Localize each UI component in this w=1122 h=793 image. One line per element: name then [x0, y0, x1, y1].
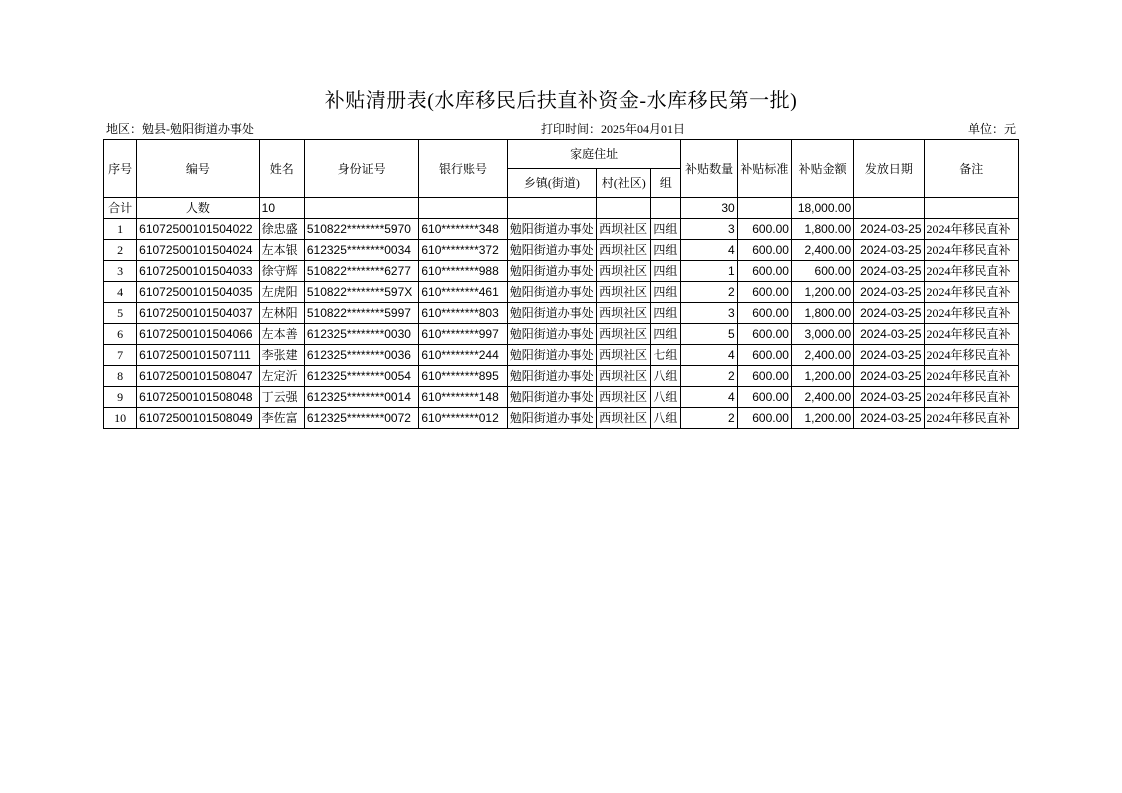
row-remarks: 2024年移民直补: [924, 219, 1018, 240]
row-name: 李张建: [259, 345, 304, 366]
row-name: 徐忠盛: [259, 219, 304, 240]
row-group: 四组: [651, 219, 681, 240]
row-remarks: 2024年移民直补: [924, 408, 1018, 429]
row-amount: 2,400.00: [791, 345, 853, 366]
row-issue-date: 2024-03-25: [854, 219, 924, 240]
table-row: [104, 240, 1019, 261]
row-seq: 1: [104, 219, 137, 240]
row-standard: 600.00: [737, 366, 791, 387]
row-standard: 600.00: [737, 219, 791, 240]
total-count: 10: [259, 198, 304, 219]
row-quantity: 3: [681, 303, 737, 324]
row-standard: 600.00: [737, 345, 791, 366]
row-code: 61072500101508048: [137, 387, 260, 408]
row-bank-account: 610********012: [419, 408, 507, 429]
row-township: 勉阳街道办事处: [507, 345, 596, 366]
row-bank-account: 610********803: [419, 303, 507, 324]
row-code: 61072500101504035: [137, 282, 260, 303]
row-seq: 10: [104, 408, 137, 429]
subsidy-table: [103, 139, 1019, 429]
row-remarks: 2024年移民直补: [924, 324, 1018, 345]
table-row: [104, 345, 1019, 366]
row-village: 西坝社区: [597, 345, 651, 366]
row-quantity: 5: [681, 324, 737, 345]
row-township: 勉阳街道办事处: [507, 219, 596, 240]
row-amount: 2,400.00: [791, 387, 853, 408]
row-code: 61072500101507111: [137, 345, 260, 366]
row-amount: 1,200.00: [791, 408, 853, 429]
row-township: 勉阳街道办事处: [507, 261, 596, 282]
header-address: 家庭住址: [507, 140, 681, 169]
row-name: 徐守辉: [259, 261, 304, 282]
row-remarks: 2024年移民直补: [924, 303, 1018, 324]
row-id-card: 612325********0072: [304, 408, 419, 429]
row-group: 八组: [651, 366, 681, 387]
row-name: 丁云强: [259, 387, 304, 408]
row-name: 左本银: [259, 240, 304, 261]
row-bank-account: 610********372: [419, 240, 507, 261]
row-village: 西坝社区: [597, 366, 651, 387]
row-group: 四组: [651, 324, 681, 345]
row-seq: 2: [104, 240, 137, 261]
header-seq: 序号: [104, 140, 137, 198]
row-id-card: 510822********6277: [304, 261, 419, 282]
row-seq: 7: [104, 345, 137, 366]
row-bank-account: 610********148: [419, 387, 507, 408]
row-bank-account: 610********244: [419, 345, 507, 366]
row-amount: 1,200.00: [791, 282, 853, 303]
row-seq: 5: [104, 303, 137, 324]
row-seq: 4: [104, 282, 137, 303]
header-code: 编号: [137, 140, 260, 198]
row-amount: 2,400.00: [791, 240, 853, 261]
row-code: 61072500101504022: [137, 219, 260, 240]
row-bank-account: 610********895: [419, 366, 507, 387]
row-village: 西坝社区: [597, 387, 651, 408]
total-row: [104, 198, 1019, 219]
row-seq: 3: [104, 261, 137, 282]
row-code: 61072500101508047: [137, 366, 260, 387]
row-code: 61072500101504037: [137, 303, 260, 324]
row-issue-date: 2024-03-25: [854, 366, 924, 387]
row-seq: 9: [104, 387, 137, 408]
table-row: [104, 408, 1019, 429]
row-group: 四组: [651, 261, 681, 282]
row-remarks: 2024年移民直补: [924, 240, 1018, 261]
row-issue-date: 2024-03-25: [854, 324, 924, 345]
row-village: 西坝社区: [597, 261, 651, 282]
row-code: 61072500101504066: [137, 324, 260, 345]
row-village: 西坝社区: [597, 303, 651, 324]
row-id-card: 612325********0034: [304, 240, 419, 261]
header-standard: 补贴标准: [737, 140, 791, 198]
row-amount: 1,200.00: [791, 366, 853, 387]
row-quantity: 4: [681, 345, 737, 366]
row-id-card: 510822********5997: [304, 303, 419, 324]
row-standard: 600.00: [737, 303, 791, 324]
row-amount: 1,800.00: [791, 219, 853, 240]
row-township: 勉阳街道办事处: [507, 408, 596, 429]
row-seq: 6: [104, 324, 137, 345]
row-village: 西坝社区: [597, 219, 651, 240]
row-code: 61072500101508049: [137, 408, 260, 429]
row-amount: 3,000.00: [791, 324, 853, 345]
row-township: 勉阳街道办事处: [507, 282, 596, 303]
row-village: 西坝社区: [597, 324, 651, 345]
row-quantity: 4: [681, 387, 737, 408]
region-label: 地区：勉县-勉阳街道办事处: [106, 122, 254, 136]
row-issue-date: 2024-03-25: [854, 345, 924, 366]
row-issue-date: 2024-03-25: [854, 408, 924, 429]
header-id-card: 身份证号: [304, 140, 419, 198]
row-id-card: 612325********0014: [304, 387, 419, 408]
row-standard: 600.00: [737, 408, 791, 429]
total-amount: 18,000.00: [791, 198, 853, 219]
row-remarks: 2024年移民直补: [924, 345, 1018, 366]
header-township: 乡镇(街道): [507, 169, 596, 198]
table-row: [104, 387, 1019, 408]
unit-label: 单位：元: [967, 122, 1016, 136]
row-standard: 600.00: [737, 282, 791, 303]
row-name: 李佐富: [259, 408, 304, 429]
row-quantity: 2: [681, 408, 737, 429]
row-issue-date: 2024-03-25: [854, 261, 924, 282]
row-remarks: 2024年移民直补: [924, 387, 1018, 408]
row-id-card: 510822********597X: [304, 282, 419, 303]
print-time-label: 打印时间：2025年04月01日: [541, 122, 686, 136]
row-township: 勉阳街道办事处: [507, 366, 596, 387]
row-remarks: 2024年移民直补: [924, 366, 1018, 387]
row-standard: 600.00: [737, 387, 791, 408]
row-township: 勉阳街道办事处: [507, 240, 596, 261]
table-row: [104, 282, 1019, 303]
header-group: 组: [651, 169, 681, 198]
row-group: 四组: [651, 240, 681, 261]
row-village: 西坝社区: [597, 282, 651, 303]
row-quantity: 1: [681, 261, 737, 282]
row-remarks: 2024年移民直补: [924, 282, 1018, 303]
row-township: 勉阳街道办事处: [507, 303, 596, 324]
row-name: 左定沂: [259, 366, 304, 387]
row-group: 七组: [651, 345, 681, 366]
row-code: 61072500101504024: [137, 240, 260, 261]
row-issue-date: 2024-03-25: [854, 387, 924, 408]
row-group: 八组: [651, 408, 681, 429]
row-id-card: 612325********0036: [304, 345, 419, 366]
row-bank-account: 610********988: [419, 261, 507, 282]
table-row: [104, 303, 1019, 324]
row-id-card: 612325********0030: [304, 324, 419, 345]
row-standard: 600.00: [737, 324, 791, 345]
table-row: [104, 261, 1019, 282]
row-name: 左林阳: [259, 303, 304, 324]
row-name: 左本善: [259, 324, 304, 345]
row-issue-date: 2024-03-25: [854, 240, 924, 261]
row-group: 八组: [651, 387, 681, 408]
row-bank-account: 610********997: [419, 324, 507, 345]
row-issue-date: 2024-03-25: [854, 282, 924, 303]
row-quantity: 2: [681, 366, 737, 387]
row-village: 西坝社区: [597, 240, 651, 261]
row-bank-account: 610********348: [419, 219, 507, 240]
header-name: 姓名: [259, 140, 304, 198]
document-title: 补贴清册表(水库移民后扶直补资金-水库移民第一批): [324, 90, 798, 112]
total-quantity: 30: [681, 198, 737, 219]
table-row: [104, 366, 1019, 387]
row-id-card: 612325********0054: [304, 366, 419, 387]
row-code: 61072500101504033: [137, 261, 260, 282]
row-township: 勉阳街道办事处: [507, 324, 596, 345]
row-township: 勉阳街道办事处: [507, 387, 596, 408]
row-quantity: 3: [681, 219, 737, 240]
row-village: 西坝社区: [597, 408, 651, 429]
row-id-card: 510822********5970: [304, 219, 419, 240]
row-amount: 1,800.00: [791, 303, 853, 324]
row-remarks: 2024年移民直补: [924, 261, 1018, 282]
header-village: 村(社区): [597, 169, 651, 198]
header-remarks: 备注: [924, 140, 1018, 198]
row-quantity: 4: [681, 240, 737, 261]
row-seq: 8: [104, 366, 137, 387]
header-quantity: 补贴数量: [681, 140, 737, 198]
total-count-label: 人数: [137, 198, 260, 219]
row-issue-date: 2024-03-25: [854, 303, 924, 324]
table-row: [104, 324, 1019, 345]
header-issue-date: 发放日期: [854, 140, 924, 198]
header-amount: 补贴金额: [791, 140, 853, 198]
row-quantity: 2: [681, 282, 737, 303]
row-name: 左虎阳: [259, 282, 304, 303]
row-standard: 600.00: [737, 261, 791, 282]
table-row: [104, 219, 1019, 240]
row-bank-account: 610********461: [419, 282, 507, 303]
header-bank-account: 银行账号: [419, 140, 507, 198]
row-group: 四组: [651, 282, 681, 303]
row-amount: 600.00: [791, 261, 853, 282]
row-group: 四组: [651, 303, 681, 324]
total-label: 合计: [104, 198, 137, 219]
row-standard: 600.00: [737, 240, 791, 261]
